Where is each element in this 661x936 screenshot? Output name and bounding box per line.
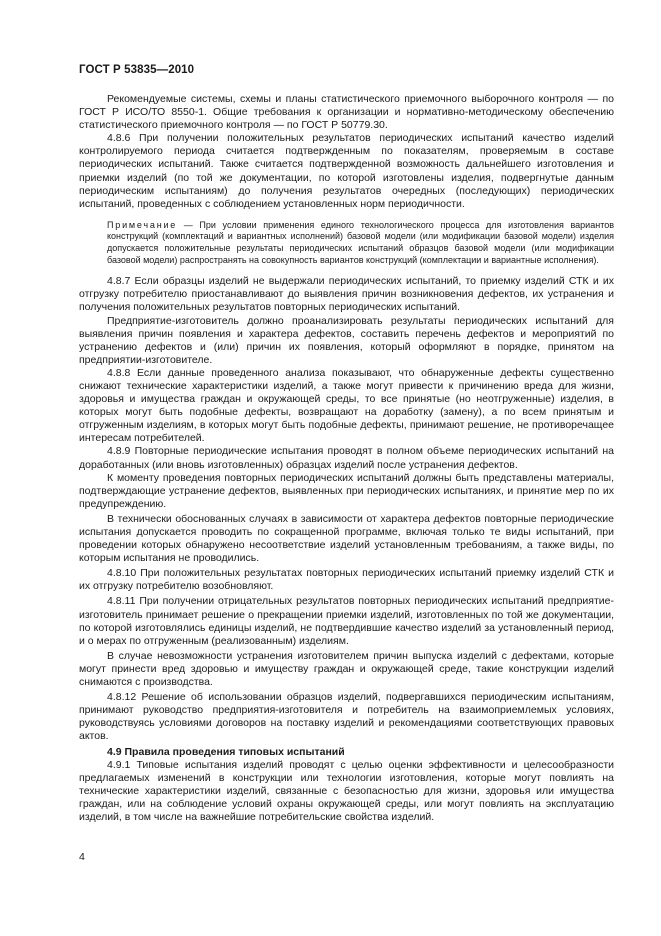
paragraph: 4.8.6 При получении положительных результатов периодических испытаний качество изделий контролируемого периода считается подтвержденным по показателям, проверяемым в составе периодических испытаний. Также считается подтвержденной возможность дальнейшего изготовления и приемки изделий (по той же документации, по которой изготовлены изделия, подвергнутые данным периодическим испытаниям) до получения результатов очередных (последующих) периодических испытаний, проведенных с соблюдением установленных норм периодичности. xyxy=(79,132,614,210)
paragraph: 4.8.8 Если данные проведенного анализа показывают, что обнаруженные дефекты существенно снижают технические характеристики изделий, а также могут привести к причинению вреда для жизни, здоровья и имущества граждан и окружающей среды, то все принятые (но неотгруженные) изделия, в которых могут быть подобные дефекты, возвращают на доработку (замену), а по всем принятым и отгруженным изделиям, в которых могут быть подобные дефекты, принимают решение, не противоречащее интересам потребителей. xyxy=(79,366,614,445)
paragraph: В случае невозможности устранения изготовителем причин выпуска изделий с дефектами, которые могут принести вред здоровью и имуществу граждан и окружающей среде, такие конструкции изделий снимаются с производства. xyxy=(79,649,614,689)
section-title: 4.9 Правила проведения типовых испытаний xyxy=(107,745,345,758)
page-number: 4 xyxy=(79,851,85,863)
document-body xyxy=(79,93,614,824)
note-text: — При условии применения единого технологического процесса для изготовления вариантов конструкций (комплектаций и вариантных исполнений) базовой модели (или модификации базовой модели) изделия допускается положительные результаты периодических испытаний образцов базовой модели (или модификации базовой модели) распространять на совокупность вариантов конструкций (комплектации и вариантные исполнения). xyxy=(107,219,614,265)
note-label: Примечание xyxy=(107,219,178,230)
document-header: ГОСТ Р 53835—2010 xyxy=(79,64,195,76)
paragraph: В технически обоснованных случаях в зависимости от характера дефектов повторные периодические испытания допускается проводить по сокращенной программе, включая только те виды испытаний, при проведении которых обнаружено несоответствие изделий установленным требованиям, а также виды, по которым испытания не проводились. xyxy=(79,512,614,565)
paragraph: 4.8.9 Повторные периодические испытания проводят в полном объеме периодических испытаний на доработанных (или вновь изготовленных) образцах изделий после устранения дефектов. xyxy=(79,445,614,471)
paragraph: 4.8.10 При положительных результатах повторных периодических испытаний приемку изделий СТК и их отгрузку потребителю возобновляют. xyxy=(79,567,614,593)
paragraph: К моменту проведения повторных периодических испытаний должны быть представлены материалы, подтверждающие устранение дефектов, выявленных при периодических испытаниях, и принятие мер по их предупреждению. xyxy=(79,471,614,510)
paragraph: 4.8.12 Решение об использовании образцов изделий, подвергавшихся периодическим испытаниям, принимают руководство предприятия-изготовителя и потребитель на взаимоприемлемых условиях, руководствуясь условиями договоров на поставку изделий и рекомендациями соответствующих правовых актов. xyxy=(79,691,614,743)
paragraph: Предприятие-изготовитель должно проанализировать результаты периодических испытаний для выявления причин появления и характера дефектов, составить перечень дефектов и мероприятий по устранению дефектов и (или) причин их появления, который оформляют в порядке, принятом на предприятии-изготовителе. xyxy=(79,314,614,366)
paragraph: 4.8.11 При получении отрицательных результатов повторных периодических испытаний предприятие-изготовитель принимает решение о прекращении приемки изделий, изготовленных по той же документации, по которой изготовлялись единицы изделий, не подтвердившие качество изделий за установленный период, и о мерах по отгруженным (реализованным) изделиям. xyxy=(79,595,614,647)
paragraph: Рекомендуемые системы, схемы и планы статистического приемочного выборочного контроля — по ГОСТ Р ИСО/ТО 8550-1. Общие требования к организации и нормативно-методическому обеспечению статистического приемочного контроля — по ГОСТ Р 50779.30. xyxy=(79,93,614,132)
paragraph: 4.8.7 Если образцы изделий не выдержали периодических испытаний, то приемку изделий СТК и их отгрузку потребителю приостанавливают до выявления причин возникновения дефектов, их устранения и получения положительных результатов повторных периодических испытаний. xyxy=(79,275,614,314)
note-paragraph xyxy=(79,220,614,266)
paragraph: 4.9.1 Типовые испытания изделий проводят с целью оценки эффективности и целесообразности предлагаемых изменений в конструкции или технологии изготовления, которые могут повлиять на технические характеристики изделий, связанные с безопасностью для жизни, здоровья или имущества граждан, или на соблюдение условий охраны окружающей среды, или могут повлиять на эксплуатацию изделий, в том числе на важнейшие потребительские свойства изделий. xyxy=(79,758,614,823)
